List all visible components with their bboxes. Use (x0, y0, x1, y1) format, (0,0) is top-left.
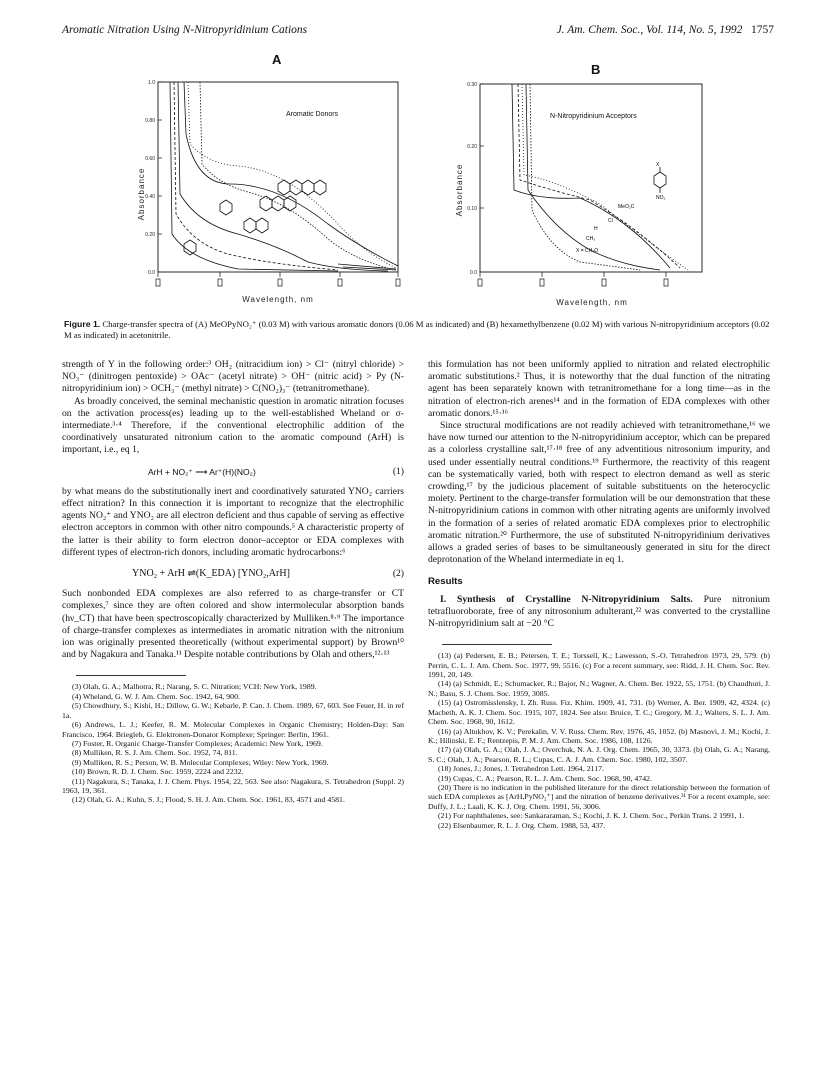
equation-2 (62, 568, 404, 580)
results-heading: Results (428, 576, 463, 588)
equation-1-number: (1) (392, 465, 404, 477)
reference-21: (21) For naphthalenes, see: Sankararaman, S.; Kochi, J. K. J. Chem. Soc., Perkin Trans. 2 1991, 1. (438, 811, 745, 821)
xlabel-b: Wavelength, nm (556, 298, 628, 307)
reference-14: (14) (a) Schmidt, E.; Schumacker, R.; Bajor, N.; Wagner, A. Chem. Ber. 1922, 55, 1751. (b) Chaudhuri, J. N.; Basu, S. J. Chem. Soc. 1959, 3085. (428, 679, 770, 698)
ytick-b-0: 0.30 (467, 82, 477, 88)
reference-19: (19) Cupas, C. A.; Pearson, R. L. J. Am. Chem. Soc. 1968, 90, 4742. (438, 773, 652, 783)
reference-5: (5) Chowdhury, S.; Kishi, H.; Dillow, G. W.; Kebarle, P. Can. J. Chem. 1989, 67, 603. See Feuer, H. in ref 1a. (62, 701, 404, 720)
right-paragraph-2: Since structural modifications are not readily achieved with tetranitromethane,¹⁶ we have now turned our attention to the N-nitropyridinium acceptor, which can be prepared as a colorless crystalline salt,¹⁷·¹⁸ free of any adventitious nitrosonium impurity, and used under essentially neutral conditions.¹⁹ Furthermore, the reactivity of this reagent can be systematically varied, both with respect to electron demand as well as steric crowding,¹⁷ by the judicious placement of suitable substituents on the heterocyclic moiety. Pertinent to the charge-transfer formulation will be our demonstration that these N-nitropyridinium cations in common with other nitrating agents are uniformly involved in the formation of a series of related aromatic EDA complexes prior to electrophilic aromatic nitration.²⁰ Furthermore, the use of substituted N-nitropyridinium derivatives allows a graded series of bases to be simultaneously generated in situ for the direct deprotonation of the Wheland intermediate in eq 1. (428, 420, 770, 566)
label-x-sub: X (656, 162, 660, 168)
reference-22: (22) Elsenbaumer, R. L. J. Org. Chem. 1988, 53, 437. (438, 820, 606, 830)
right-paragraph-3 (428, 594, 770, 631)
legend-a: Aromatic Donors (286, 111, 339, 118)
label-cl: Cl (608, 218, 613, 224)
reference-4: (4) Wheland, G. W. J. Am. Chem. Soc. 1942, 64, 900. (72, 691, 240, 701)
footnote-rule-right (442, 644, 552, 645)
left-paragraph-4: Such nonbonded EDA complexes are also referred to as charge-transfer or CT complexes,⁷ since they are often colored and show intermolecular absorption bands (hν_CT) that have been spectroscopically characterized by Mulliken.⁸·⁹ The importance of charge-transfer complexes as intermediates in aromatic nitration with the nitronium ion was originally presented theoretically (without experimental support) by Brown¹⁰ and by Nagakura and Tanaka.¹¹ Despite notable contributions by Olah and others,¹²·¹³ (62, 588, 404, 661)
reference-13: (13) (a) Pedersen, E. B.; Petersen, T. E.; Torssell, K.; Lawesson, S.-O. Tetrahedron 1973, 29, 579. (b) Perrin, C. L. J. Am. Chem. Soc. 1977, 99, 5516. (c) For a recent summary, see: Ridd, J. H. Chem. Soc. Rev. 1991, 20, 149. (428, 651, 770, 680)
running-header-title: Aromatic Nitration Using N-Nitropyridinium Cations (62, 24, 308, 36)
y-ticks-a (145, 80, 162, 276)
label-h: H (594, 226, 598, 232)
x-ticks-b (478, 272, 668, 286)
ytick-b-3: 0.0 (470, 270, 477, 276)
figure-caption-label: Figure 1. (64, 319, 101, 329)
reference-16: (16) (a) Altukhov, K. V.; Perekalin, V. V. Russ. Chem. Rev. 1976, 45, 1052. (b) Masnovi, J. M.; Kochi, J. K.; Hilinski, E. F.; Rentzepis, P. M. J. Am. Chem. Soc. 1986, 108, 1126. (428, 726, 770, 745)
reference-7: (7) Foster, R. Organic Charge-Transfer Complexes; Academic: New York, 1969. (72, 738, 323, 748)
label-ch3: CH₃ (586, 236, 596, 242)
ytick-a-5: 0.0 (148, 270, 155, 276)
ytick-b-2: 0.10 (467, 206, 477, 212)
equation-1-text: ArH + NO₂⁺ ⟶ Ar⁺(H)(NO₂) (148, 466, 256, 477)
label-no2: NO₂ (656, 195, 666, 201)
ytick-a-0: 1.0 (148, 80, 155, 86)
right-paragraph-1: this formulation has not been uniformly applied to nitration and related electrophilic aromatic substitutions.² Thus, it is noteworthy that the dual function of the nitrating agent has been separately known with tetranitromethane for a long time—as in the nitration of electron-rich arenes¹⁴ and in the formation of EDA complexes with other aromatic donors.¹⁵·¹⁶ (428, 359, 770, 419)
aromatic-structures-a (184, 180, 326, 255)
ytick-b-1: 0.20 (467, 144, 477, 150)
plot-frame-a (158, 82, 398, 272)
reference-9: (9) Mulliken, R. S.; Person, W. B. Molecular Complexes; Wiley: New York, 1969. (72, 757, 329, 767)
figure-panel-b (440, 80, 720, 312)
ylabel-a: Absorbance (137, 167, 146, 221)
reference-15: (15) (a) Ostromisslensky, I. Zh. Russ. Fiz. Khim. 1909, 41, 731. (b) Werner, A. Ber. 1909, 42, 4324. (c) Macbeth, A. K. J. Chem. Soc. 1915, 107, 1824. See also: Bruice, T. C.; Gregory, M. J.; Walters, S. L. J. Am. Chem. Soc. 1968, 90, 1612. (428, 698, 770, 727)
label-x-ch3o: X = CH₃O (576, 248, 599, 254)
left-paragraph-2: As broadly conceived, the seminal mechanistic question in aromatic nitration focuses on the activation process(es) leading up to the well-established Wheland or σ-intermediate.³·⁴ Therefore, if the conventional electrophilic addition of the coordinatively unsaturated nitronium cation to the aromatic compound (ArH) is important, i.e., eq 1, (62, 395, 404, 456)
equation-1 (62, 466, 404, 478)
left-column (62, 359, 404, 805)
xlabel-a: Wavelength, nm (242, 295, 314, 304)
panel-b-letter: B (591, 62, 601, 77)
right-column (428, 359, 770, 830)
equation-2-text: YNO₂ + ArH ⇌(K_EDA) [YNO₂,ArH] (132, 568, 290, 580)
reference-18: (18) Jones, J.; Jones, J. Tetrahedron Lett. 1964, 2117. (438, 764, 604, 774)
ytick-a-3: 0.40 (145, 194, 155, 200)
ytick-a-2: 0.60 (145, 156, 155, 162)
spectra-curves-a (170, 82, 398, 271)
subsection-title: I. Synthesis of Crystalline N-Nitropyridinium Salts. (440, 593, 693, 605)
figure-panel-a (138, 74, 418, 306)
reference-17: (17) (a) Olah, G. A.; Olah, J. A.; Overchuk, N. A. J. Org. Chem. 1965, 30, 3373. (b) Olah, G. A.; Narang, S. C.; Olah, J. A.; Pearson, R. L.; Cupas, C. A. J. Am. Chem. Soc. 1980, 102, 3507. (428, 745, 770, 764)
reference-3: (3) Olah, G. A.; Malhotra, R.; Narang, S. C. Nitration; VCH: New York, 1989. (72, 682, 317, 692)
reference-11: (11) Nagakura, S.; Tanaka, J. J. Chem. Phys. 1954, 22, 563. See also: Nagakura, S. Tetrahedron (Suppl. 2) 1963, 19, 361. (62, 776, 404, 795)
right-paragraph-3-text: Pure nitronium tetrafluoroborate, free of any nitrosonium adulterant,²² was converted to the crystalline N-nitropyridinium salt at −20 °C (428, 593, 770, 630)
left-paragraph-1: strength of Y in the following order:³ OH₂ (nitracidium ion) > Cl⁻ (nitryl chloride) > NO₃⁻ (dinitrogen pentoxide) > OAc⁻ (acetyl nitrate) > OH⁻ (nitric acid) > Py (N-nitropyridinium ion) > OCH₃⁻ (methyl nitrate) > C(NO₂)₃⁻ (tetranitromethane). (62, 359, 404, 395)
references-left (62, 682, 404, 804)
figure-caption (64, 319, 772, 341)
spectra-curves-b (512, 84, 688, 270)
ytick-a-4: 0.20 (145, 232, 155, 238)
reference-10: (10) Brown, R. D. J. Chem. Soc. 1959, 2224 and 2232. (72, 767, 244, 777)
running-header-journal (557, 24, 774, 36)
equation-2-number: (2) (392, 568, 404, 580)
references-right (428, 651, 770, 830)
ytick-a-1: 0.80 (145, 118, 155, 124)
reference-12: (12) Olah, G. A.; Kuhn, S. J.; Flood, S. H. J. Am. Chem. Soc. 1961, 83, 4571 and 4581. (72, 795, 345, 805)
x-ticks-a (156, 272, 400, 286)
figure-caption-text: Charge-transfer spectra of (A) MeOPyNO₂⁺ (0.03 M) with various aromatic donors (0.06 M as indicated) and (B) hexamethylbenzene (0.02 M) with various N-nitropyridinium acceptors (0.02 M as indicated) in acetonitrile. (64, 319, 770, 340)
reference-6: (6) Andrews, L. J.; Keefer, R. M. Molecular Complexes in Organic Chemistry; Holden-Day: San Francisco, 1964. Briegleb, G. Elektronen-Donator Komplexe; Springer: Berlin, 1961. (62, 720, 404, 739)
panel-a-letter: A (272, 52, 282, 67)
left-paragraph-3: by what means do the substitutionally inert and coordinatively saturated YNO₂ carriers effect nitration? In this connection it is important to recognize that the electrophilic agents NO₂⁺ and YNO₂ are all electron deficient and thus capable of serving as effective electron acceptors in common with other nitro compounds.⁵ A characteristic property of the latter is their ability to form electron donor–acceptor or EDA complexes with different types of electron-rich donors, including aromatic hydrocarbons:⁶ (62, 485, 404, 558)
ylabel-b: Absorbance (455, 163, 464, 217)
pyridinium-structure-b (654, 167, 666, 193)
reference-20: (20) There is no indication in the published literature for the direct relationship between the formation of such EDA complexes as [ArH,PyNO₂⁺] and the nitration of benzene derivatives.²¹ For a recent example, see: Duffy, J. L.; Laali, K. K. J. Org. Chem. 1991, 56, 3006. (428, 782, 770, 811)
y-ticks-b (467, 82, 484, 276)
reference-8: (8) Mulliken, R. S. J. Am. Chem. Soc. 1952, 74, 811. (72, 748, 238, 758)
page-number: 1757 (751, 24, 774, 36)
legend-b: N-Nitropyridinium Acceptors (550, 113, 637, 120)
footnote-rule-left (76, 675, 186, 676)
label-meo2c: MeO₂C (618, 204, 635, 210)
journal-citation: J. Am. Chem. Soc., Vol. 114, No. 5, 1992 (556, 24, 743, 36)
